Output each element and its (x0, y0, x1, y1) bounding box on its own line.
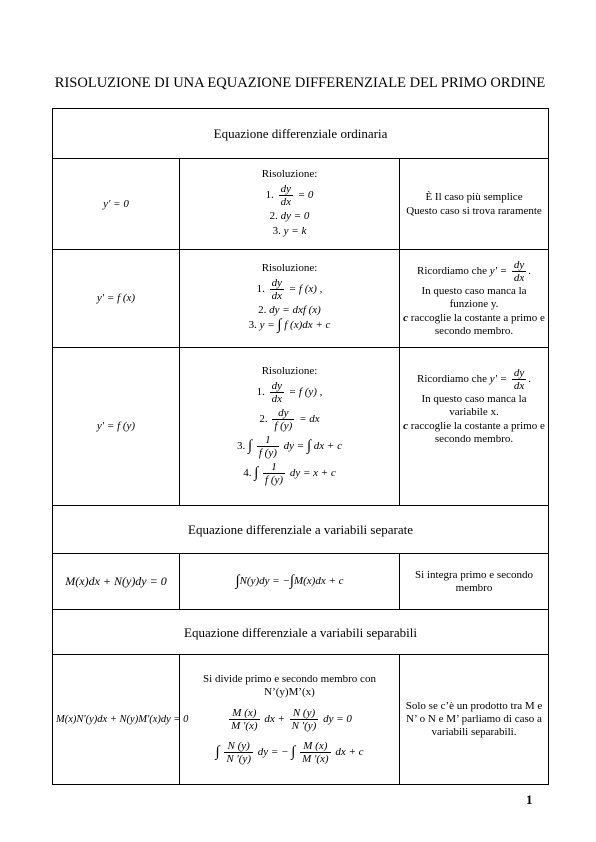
solution-step-3: 3. y = ∫ f (x)dx + c (248, 317, 331, 334)
solution-step-1: $\frac{M (x)}{M '(x)}$ dx + $\frac{N (y)}{N '(y)}$ dy = 0 (231, 706, 352, 732)
solution-cell (180, 159, 400, 250)
section-heading-separate: Equazione differenziale a variabili separate (53, 506, 549, 554)
integral-symbol: ∫ (215, 743, 220, 760)
equation-y-prime-fx: y' = f (x) (96, 292, 136, 304)
solution-step-3: 3. y = k (272, 225, 307, 237)
table-row (53, 554, 549, 610)
fraction-dy-dx: $\frac{dy}{dx}$ (280, 183, 291, 208)
section-row-separate (53, 506, 549, 554)
fraction-Mx-Mpx: $\frac{M (x)}{M '(x)}$ (302, 739, 329, 765)
fraction-dy-dx: $\frac{dy}{dx}$ (513, 259, 525, 284)
section-heading-separable: Equazione differenziale a variabili separabili (53, 610, 549, 655)
integral-symbol: ∫ (289, 572, 294, 589)
equation-cell (53, 250, 180, 348)
equation-cell (53, 348, 180, 506)
equation-separate: M(x)dx + N(y)dy = 0 (65, 573, 167, 588)
note-cell: È Il caso più semplice Questo caso si trova raramente (400, 159, 549, 250)
fraction-1-fy: $\frac{1}{f (y)}$ (258, 434, 277, 459)
section-row-ordinary (53, 109, 549, 159)
integral-symbol: ∫ (248, 438, 253, 454)
page-number: 1 (526, 792, 533, 807)
step-number: 3. (272, 225, 281, 237)
fraction-Ny-Npy: $\frac{N (y)}{N '(y)}$ (291, 706, 317, 732)
integral-symbol: ∫ (291, 743, 296, 760)
step-number: 2. (269, 210, 278, 222)
integral-symbol: ∫ (235, 572, 240, 589)
solution-heading: Risoluzione: (261, 168, 318, 180)
solution-heading: Risoluzione: (261, 365, 318, 377)
equation-y-prime-zero: y' = 0 (103, 197, 129, 210)
page-title: RISOLUZIONE DI UNA EQUAZIONE DIFFERENZIALE DEL PRIMO ORDINE (54, 75, 546, 91)
fraction-dy-fy: $\frac{dy}{f (y)}$ (274, 407, 293, 432)
integral-symbol: ∫ (254, 465, 259, 481)
table-row (53, 655, 549, 785)
solution-step-1: 1. $\frac{dy}{dx}$ = f (y) , (256, 380, 323, 405)
solution-cell (180, 348, 400, 506)
note-cell: Solo se c’è un prodotto tra M e N’ o N e M’ parliamo di caso a variabili separabili. (400, 655, 549, 785)
solution-cell: ∫N(y)dy = −∫M(x)dx + c (180, 554, 400, 610)
integral-symbol: ∫ (277, 317, 282, 334)
table-row (53, 159, 549, 250)
solution-heading: Si divide primo e secondo membro con N’(y)M’(x) (203, 672, 376, 698)
fraction-Ny-Npy: $\frac{N (y)}{N '(y)}$ (226, 739, 251, 765)
note-cell: Si integra primo e secondo membro (400, 554, 549, 610)
equation-cell (53, 159, 180, 250)
solution-cell (180, 655, 400, 785)
solution-step-2: 2. dy = 0 (269, 210, 310, 222)
solution-step-4: 4. ∫ $\frac{1}{f (y)}$ dy = x + c (243, 461, 336, 486)
differential-equations-table (52, 108, 549, 785)
solution-step-1: 1. $\frac{dy}{dx}$ = 0 (265, 183, 314, 208)
solution-cell (180, 250, 400, 348)
note-cell: Ricordiamo che y' = $\frac{dy}{dx}$ . In questo caso manca la variabile x. c raccoglie la costante a primo e secondo membro. (400, 348, 549, 506)
solution-heading: Risoluzione: (261, 262, 318, 275)
note-cell: Ricordiamo che y' = $\frac{dy}{dx}$ . In questo caso manca la funzione y. c raccoglie la costante a primo e secondo membro. (400, 250, 549, 348)
integral-symbol: ∫ (306, 438, 312, 454)
solution-step-3: 3. ∫ $\frac{1}{f (y)}$ dy = ∫ dx + c (237, 434, 342, 459)
solution-step-2: ∫ $\frac{N (y)}{N '(y)}$ dy = − ∫ $\frac{M (x)}{M '(x)}$ dx + c (215, 739, 364, 765)
step-number: 1. (265, 189, 274, 202)
fraction-1-fy: $\frac{1}{f (y)}$ (265, 461, 284, 486)
solution-step-1: 1. $\frac{dy}{dx}$ = f (x) , (256, 277, 323, 303)
equation-cell (53, 554, 180, 610)
section-heading-ordinary: Equazione differenziale ordinaria (53, 109, 549, 159)
table-row (53, 348, 549, 506)
fraction-dy-dx: $\frac{dy}{dx}$ (271, 380, 282, 405)
section-row-separable (53, 610, 549, 655)
fraction-Mx-Mpx: $\frac{M (x)}{M '(x)}$ (231, 706, 258, 732)
solution-step-2: 2. $\frac{dy}{f (y)}$ = dx (259, 407, 320, 432)
table-row (53, 250, 549, 348)
equation-separable: M(x)N'(y)dx + N(y)M'(x)dy = 0 (56, 714, 189, 725)
equation-cell (53, 655, 189, 785)
solution-step-2: 2. dy = dxf (x) (258, 304, 321, 317)
equation-y-prime-fy: y' = f (y) (96, 420, 136, 432)
fraction-dy-dx: $\frac{dy}{dx}$ (271, 277, 282, 303)
fraction-dy-dx: $\frac{dy}{dx}$ (513, 367, 525, 392)
